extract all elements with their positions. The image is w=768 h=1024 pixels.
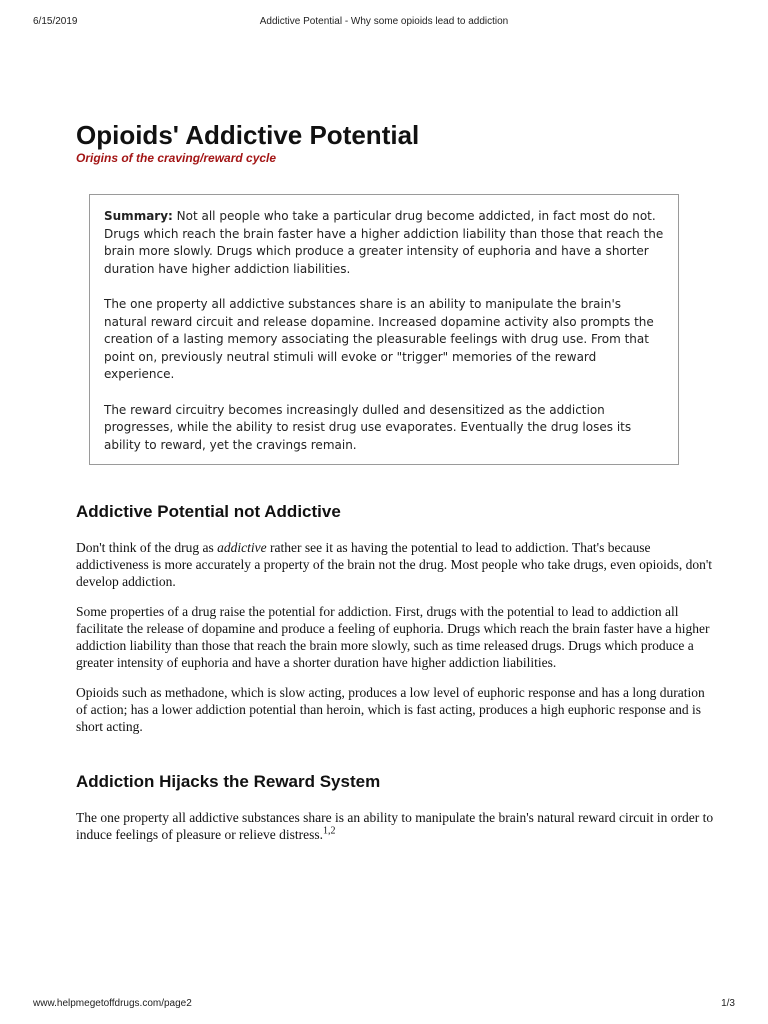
section1-paragraph-1	[76, 539, 716, 590]
summary-box	[89, 194, 679, 465]
footnote-reference[interactable]: 1,2	[323, 825, 336, 837]
page-title: Opioids' Addictive Potential	[76, 120, 420, 150]
section1-paragraph-3: Opioids such as methadone, which is slow acting, produces a low level of euphoric response and has a long duration of action; has a lower addiction potential than heroin, which is fast acting, produces a high euphoric response and is short acting.	[76, 685, 705, 734]
section-heading-reward-system: Addiction Hijacks the Reward System	[76, 772, 381, 791]
section2-paragraph-1	[76, 809, 716, 843]
summary-label: Summary:	[104, 209, 173, 223]
print-page-number: 1/3	[721, 998, 735, 1009]
print-url: www.helpmegetoffdrugs.com/page2	[33, 998, 192, 1009]
section1-paragraph-2: Some properties of a drug raise the potential for addiction. First, drugs with the potential to lead to addiction all facilitate the release of dopamine and produce a feeling of euphoria. Drugs which reach the brain faster have a higher addiction liability than those that reach the brain more slowly, such as time released drugs. Drugs which produce a greater intensity of euphoria and have a shorter duration have higher addiction liabilities.	[76, 604, 710, 670]
summary-paragraph-1	[104, 208, 664, 278]
section1-p1-text-a: Don't think of the drug as	[76, 540, 218, 555]
section1-p1-emphasis: addictive	[217, 540, 267, 555]
section1-p1-text-b: rather see it as having the potential to lead to addiction. That's because addictiveness is more accurately a property of the brain not the drug. Most people who take drugs, even opioids, don't develop addiction.	[76, 540, 713, 589]
summary-paragraph-2: The one property all addictive substances share is an ability to manipulate the brain's natural reward circuit and release dopamine. Increased dopamine activity also prompts the creation of a lasting memory associating the pleasurable feelings with drug use. From that point on, previously neutral stimuli will evoke or "trigger" memories of the reward experience.	[104, 297, 654, 381]
summary-paragraph-3: The reward circuitry becomes increasingly dulled and desensitized as the addiction progresses, while the ability to resist drug use evaporates. Eventually the drug loses its ability to reward, yet the cravings remain.	[104, 402, 632, 452]
print-date: 6/15/2019	[33, 16, 78, 27]
section-heading-addictive-potential: Addictive Potential not Addictive	[76, 502, 341, 521]
section2-p1-text: The one property all addictive substances share is an ability to manipulate the brain's natural reward circuit in order to induce feelings of pleasure or relieve distress.	[76, 810, 714, 842]
print-document-title: Addictive Potential - Why some opioids lead to addiction	[259, 16, 509, 27]
summary-text-1: Not all people who take a particular drug become addicted, in fact most do not. Drugs which reach the brain faster have a higher addiction liability than those that reach the brain more slowly. Drugs which produce a greater intensity of euphoria and have a shorter duration have higher addiction liabilities.	[104, 209, 664, 276]
page-subtitle: Origins of the craving/reward cycle	[76, 151, 277, 165]
article	[76, 120, 716, 843]
